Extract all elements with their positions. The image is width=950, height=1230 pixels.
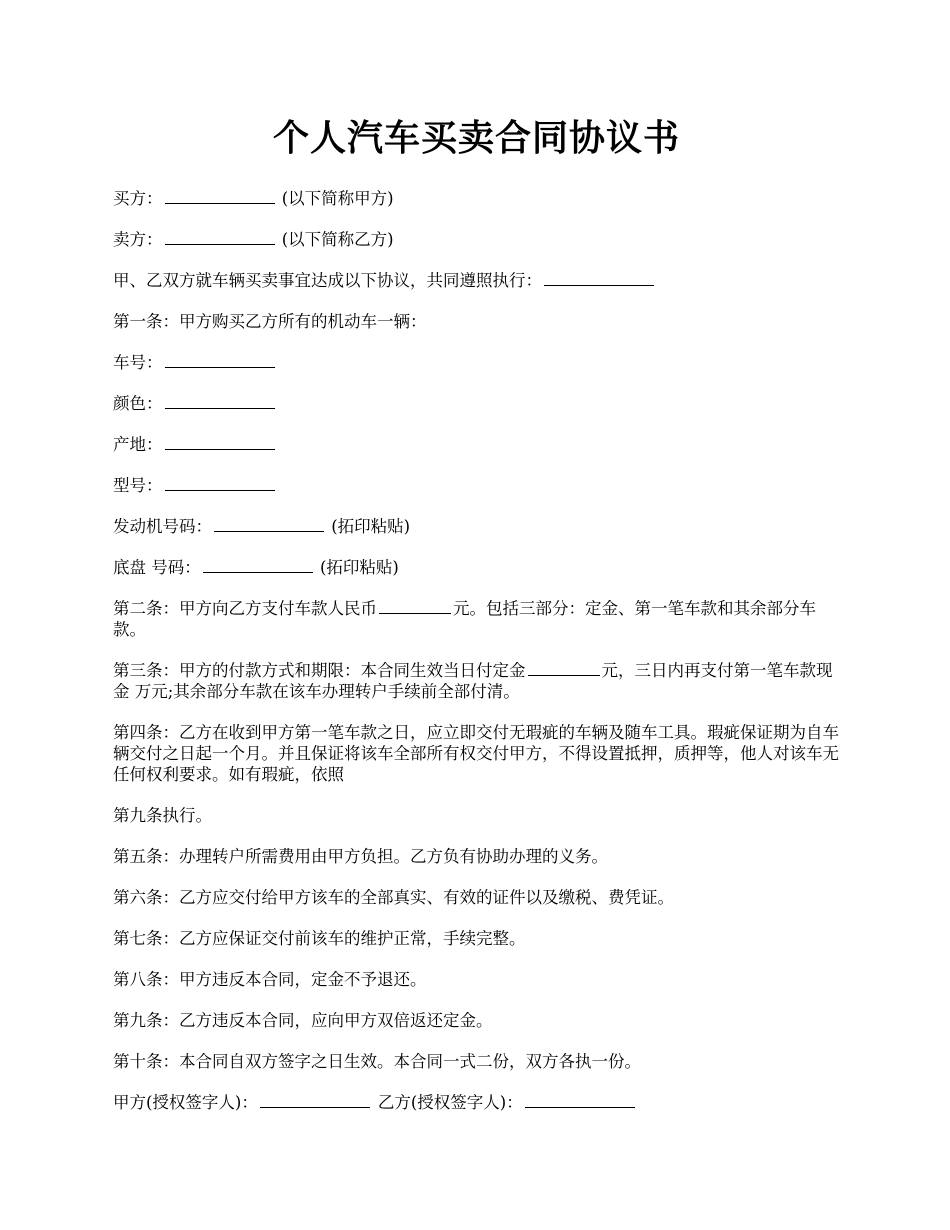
color-label: 颜色： xyxy=(113,394,163,413)
deposit-blank xyxy=(528,660,600,676)
price-blank xyxy=(379,598,451,614)
intro-blank xyxy=(544,270,654,286)
article-2-text-a: 第二条：甲方向乙方支付车款人民币 xyxy=(113,599,377,618)
seller-line xyxy=(113,219,840,260)
model-label: 型号： xyxy=(113,476,163,495)
chassis-label: 底盘 号码： xyxy=(113,558,201,577)
engine-label: 发动机号码： xyxy=(113,517,212,536)
color-blank xyxy=(165,393,275,409)
buyer-line xyxy=(113,178,840,219)
intro-text: 甲、乙双方就车辆买卖事宜达成以下协议，共同遵照执行： xyxy=(113,271,542,290)
engine-blank xyxy=(214,516,324,532)
article-2-text-b: 元。包括三部分：定金、第一笔车款和其余部分车款。 xyxy=(113,599,816,639)
article-3-text-b: 元，三日内再支付第一笔车款现金 万元;其余部分车款在该车办理转户手续前全部付清。 xyxy=(113,661,833,701)
article-2 xyxy=(113,588,840,650)
plate-blank xyxy=(165,352,275,368)
seller-blank xyxy=(165,229,275,245)
plate-line xyxy=(113,342,840,383)
origin-blank xyxy=(165,434,275,450)
plate-label: 车号： xyxy=(113,353,163,372)
signature-line xyxy=(113,1082,840,1123)
model-blank xyxy=(165,475,275,491)
seller-label: 卖方： xyxy=(113,230,163,249)
document-body xyxy=(113,178,840,1123)
color-line xyxy=(113,383,840,424)
article-1: 第一条：甲方购买乙方所有的机动车一辆： xyxy=(113,312,427,331)
buyer-label: 买方： xyxy=(113,189,163,208)
article-3 xyxy=(113,650,840,712)
engine-line xyxy=(113,506,840,547)
party-b-sign-blank xyxy=(525,1092,635,1108)
chassis-line xyxy=(113,547,840,588)
party-b-sign-label: 乙方(授权签字人)： xyxy=(377,1093,523,1112)
buyer-blank xyxy=(165,188,275,204)
origin-label: 产地： xyxy=(113,435,163,454)
article-10: 第十条：本合同自双方签字之日生效。本合同一式二份，双方各执一份。 xyxy=(113,1052,641,1071)
chassis-blank xyxy=(203,557,313,573)
party-a-sign-label: 甲方(授权签字人)： xyxy=(113,1093,258,1112)
seller-suffix: (以下简称乙方) xyxy=(281,230,394,249)
article-8: 第八条：甲方违反本合同，定金不予退还。 xyxy=(113,970,427,989)
origin-line xyxy=(113,424,840,465)
chassis-suffix: (拓印粘贴) xyxy=(320,558,399,577)
model-line xyxy=(113,465,840,506)
intro-line xyxy=(113,260,840,301)
buyer-suffix: (以下简称甲方) xyxy=(281,189,394,208)
document-title: 个人汽车买卖合同协议书 xyxy=(272,117,680,159)
article-3-text-a: 第三条：甲方的付款方式和期限：本合同生效当日付定金 xyxy=(113,661,526,680)
article-7: 第七条：乙方应保证交付前该车的维护正常，手续完整。 xyxy=(113,929,526,948)
article-4-continued: 第九条执行。 xyxy=(113,806,212,825)
engine-suffix: (拓印粘贴) xyxy=(331,517,411,536)
article-9: 第九条：乙方违反本合同，应向甲方双倍返还定金。 xyxy=(113,1011,493,1030)
party-a-sign-blank xyxy=(260,1092,370,1108)
article-5: 第五条：办理转户所需费用由甲方负担。乙方负有协助办理的义务。 xyxy=(113,847,608,866)
article-4: 第四条：乙方在收到甲方第一笔车款之日，应立即交付无瑕疵的车辆及随车工具。瑕疵保证期为自车辆交付之日起一个月。并且保证将该车全部所有权交付甲方，不得设置抵押，质押等，他人对该车无任何权利要求。如有瑕疵，依照 xyxy=(113,723,839,784)
article-6: 第六条：乙方应交付给甲方该车的全部真实、有效的证件以及缴税、费凭证。 xyxy=(113,888,674,907)
